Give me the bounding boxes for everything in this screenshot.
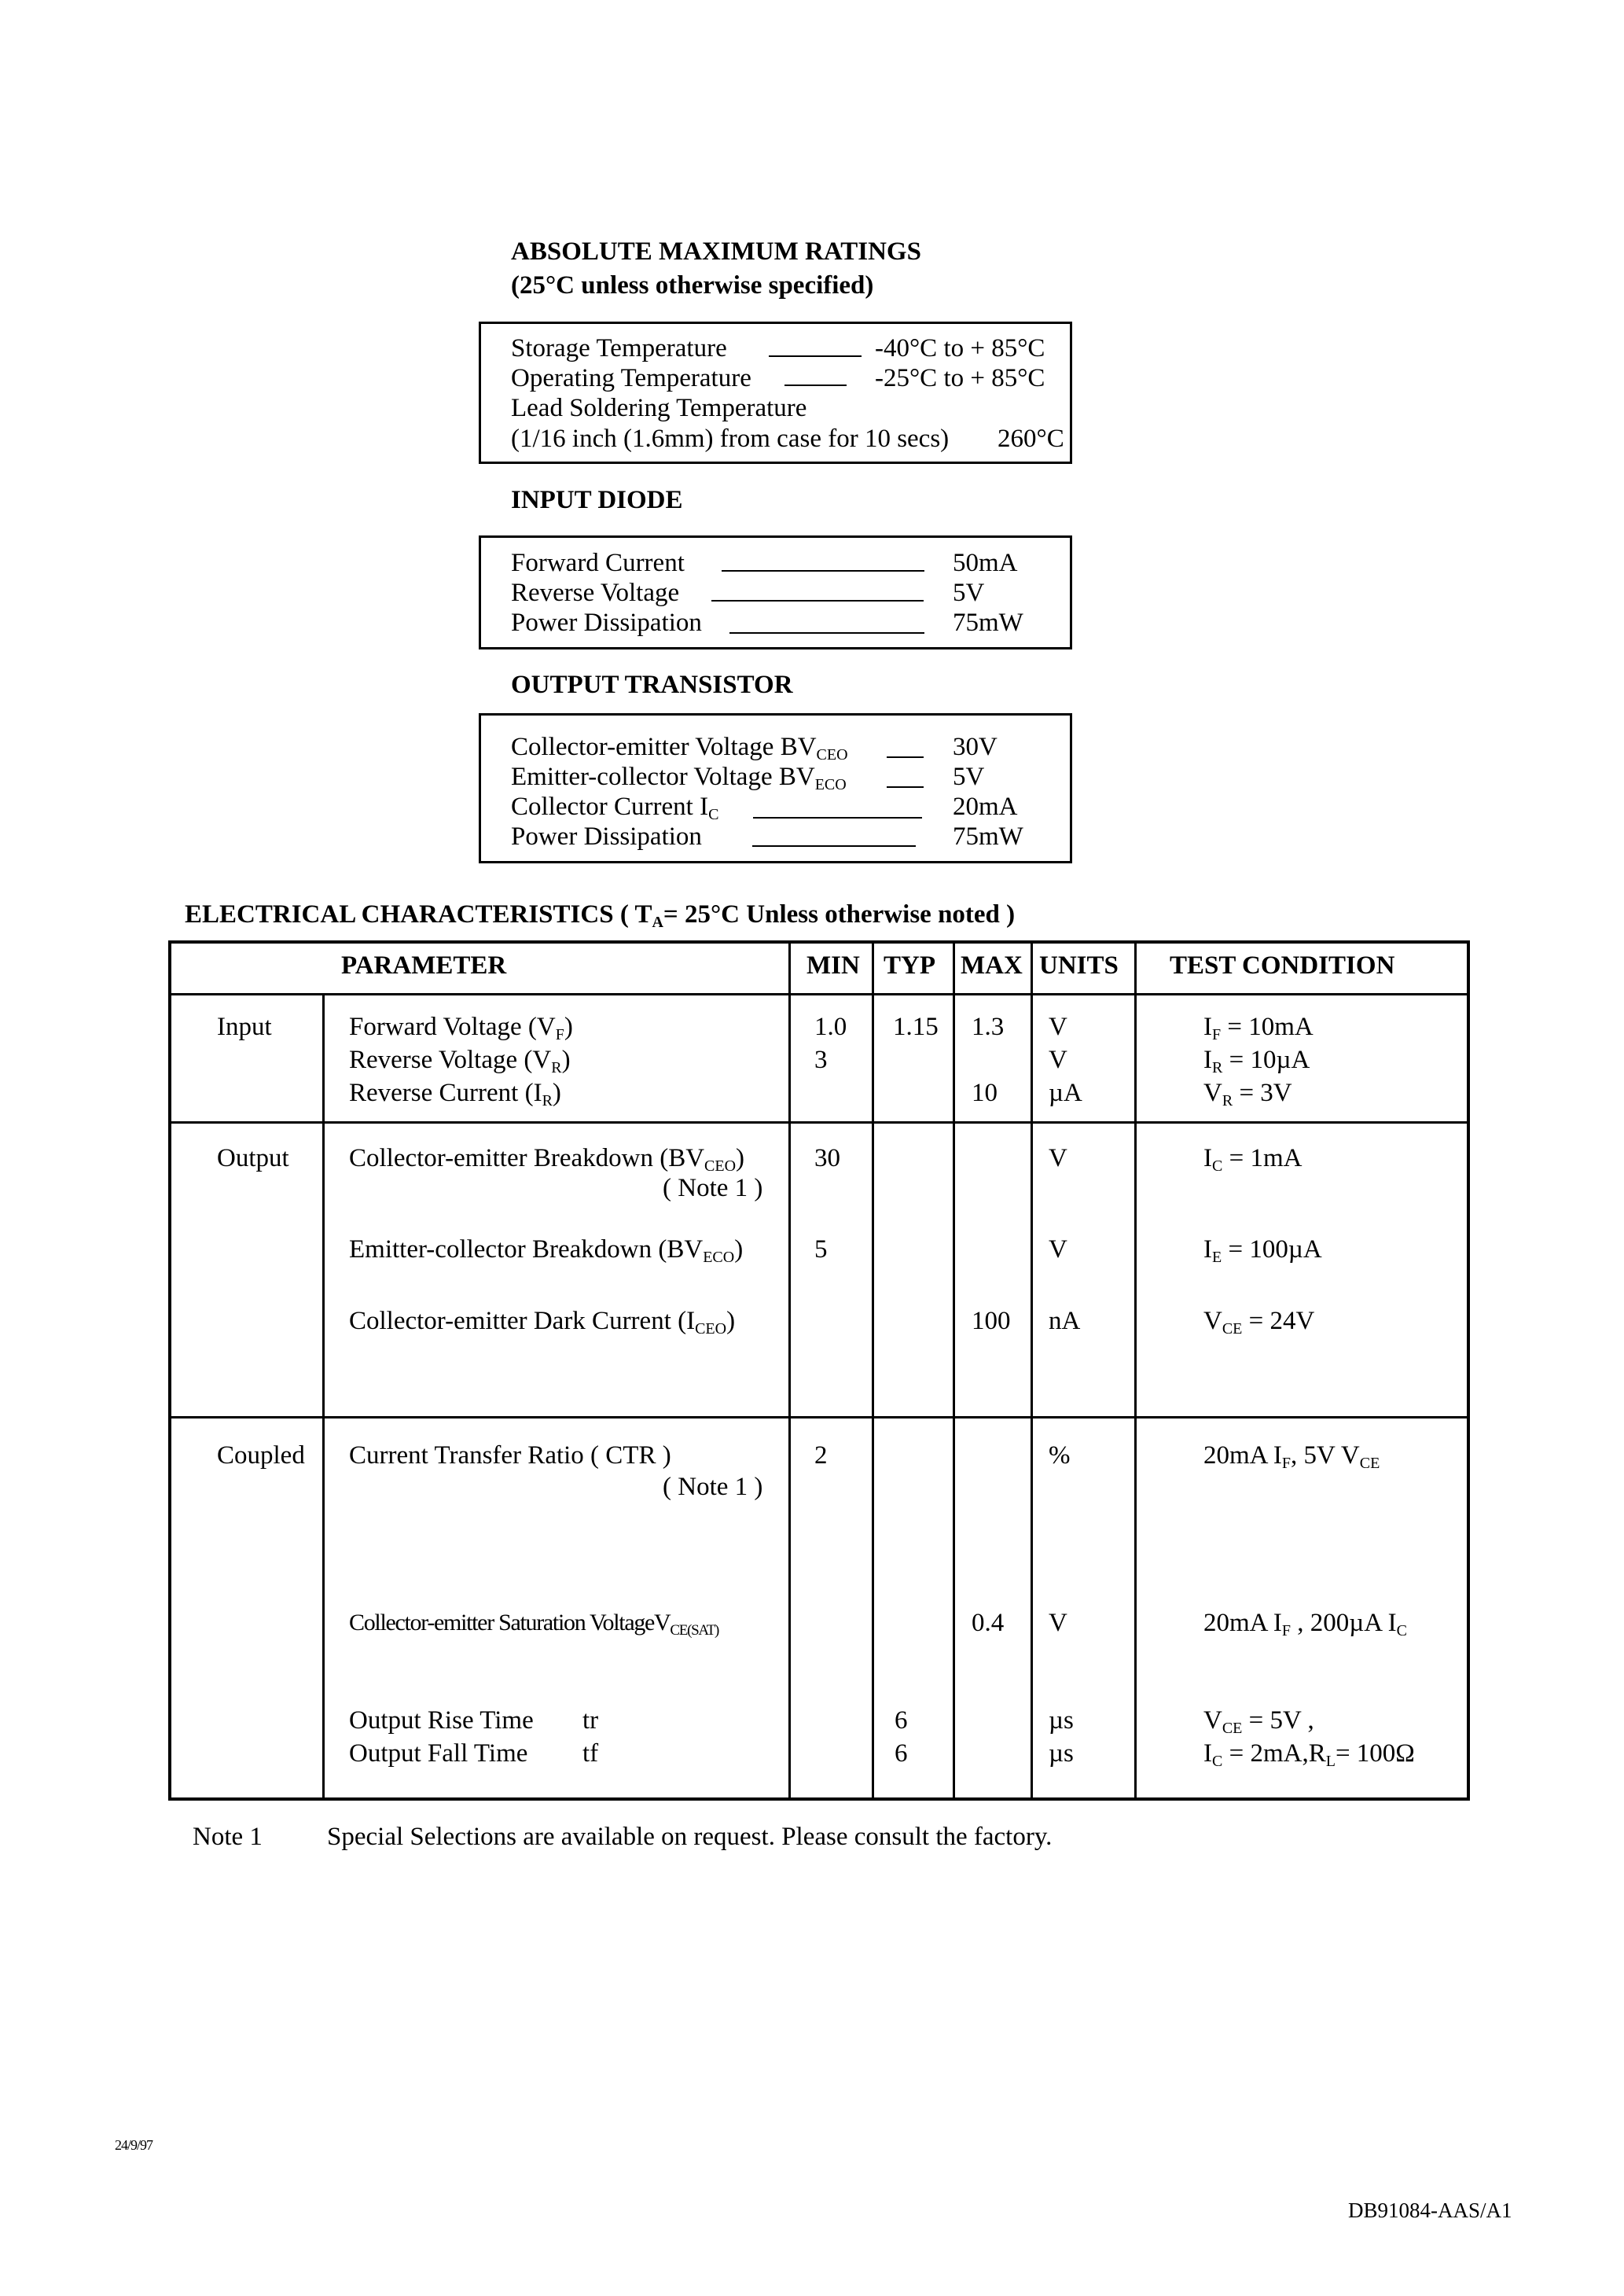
condition-subscript: R <box>1212 1059 1223 1076</box>
value-min: 2 <box>814 1441 828 1470</box>
output-transistor-value: 30V <box>953 733 998 761</box>
condition-subscript: R <box>1222 1092 1233 1109</box>
value-unit: V <box>1049 1013 1067 1041</box>
title-subscript: A <box>652 914 663 931</box>
leader-line <box>769 355 862 357</box>
value-test-condition <box>1203 1441 1380 1470</box>
param-subscript: CE(SAT) <box>670 1622 719 1639</box>
label-subscript: ECO <box>814 776 847 793</box>
value-test-condition <box>1203 1143 1302 1173</box>
note-label: Note 1 <box>193 1823 263 1851</box>
output-transistor-title: OUTPUT TRANSISTOR <box>511 671 793 699</box>
value-unit: V <box>1049 1235 1067 1264</box>
output-transistor-value: 75mW <box>953 822 1023 851</box>
param-reverse-current <box>349 1078 561 1108</box>
value-test-condition <box>1203 1045 1310 1075</box>
header-typ: TYP <box>884 951 935 980</box>
param-subscript: CEO <box>704 1157 737 1175</box>
condition-subscript: F <box>1212 1026 1222 1043</box>
param-text: ) <box>736 1144 745 1172</box>
param-bvceo <box>349 1143 744 1173</box>
value-test-condition <box>1203 1078 1292 1108</box>
param-vcesat <box>349 1608 718 1638</box>
param-text: Forward Voltage (V <box>349 1013 556 1041</box>
value-unit: µA <box>1049 1079 1082 1107</box>
value-test-condition <box>1203 1739 1415 1768</box>
value-typ: 6 <box>895 1706 908 1735</box>
amr-row-value: -40°C to + 85°C <box>875 334 1045 362</box>
value-test-condition <box>1203 1608 1407 1638</box>
value-min: 5 <box>814 1235 828 1264</box>
param-subscript: R <box>551 1059 562 1076</box>
amr-row-label: Lead Soldering Temperature <box>511 394 807 422</box>
leader-line <box>887 786 924 788</box>
param-symbol: tf <box>582 1739 599 1768</box>
condition-text: , 200µA I <box>1291 1609 1397 1637</box>
header-min: MIN <box>806 951 860 980</box>
condition-text: I <box>1203 1739 1212 1768</box>
param-rise-time: Output Rise Time <box>349 1706 534 1735</box>
param-text: ) <box>561 1046 571 1074</box>
leader-line <box>729 632 924 634</box>
leader-line <box>887 756 924 758</box>
condition-subscript: C <box>1396 1622 1407 1639</box>
param-text: Collector-emitter Saturation VoltageV <box>349 1610 671 1636</box>
condition-text: I <box>1203 1144 1212 1172</box>
table-column-rule <box>322 995 325 1801</box>
value-max: 0.4 <box>972 1609 1005 1637</box>
param-iceo <box>349 1306 735 1336</box>
input-diode-value: 50mA <box>953 549 1018 577</box>
table-rule <box>168 993 1470 995</box>
value-typ: 6 <box>895 1739 908 1768</box>
label-subscript: C <box>708 806 719 823</box>
label-text: Collector Current I <box>511 793 709 821</box>
param-text: ) <box>552 1079 561 1107</box>
amr-title: ABSOLUTE MAXIMUM RATINGS <box>511 237 921 266</box>
condition-text: , 5V V <box>1291 1441 1360 1470</box>
amr-row-label: (1/16 inch (1.6mm) from case for 10 secs) <box>511 425 950 453</box>
note-text: Special Selections are available on request. Please consult the factory. <box>327 1823 1053 1851</box>
value-unit: V <box>1049 1144 1067 1172</box>
header-units: UNITS <box>1039 951 1119 980</box>
param-text: Reverse Current (I <box>349 1079 542 1107</box>
leader-line <box>752 845 916 847</box>
condition-subscript: C <box>1212 1157 1223 1175</box>
condition-text: = 2mA,R <box>1222 1739 1326 1768</box>
output-transistor-value: 20mA <box>953 793 1018 821</box>
value-unit: µs <box>1049 1706 1074 1735</box>
leader-line <box>711 600 924 602</box>
title-part: = 25°C Unless otherwise noted ) <box>663 900 1016 929</box>
condition-text: = 5V , <box>1242 1706 1314 1735</box>
value-unit: % <box>1049 1441 1071 1470</box>
value-test-condition <box>1203 1705 1314 1735</box>
param-subscript: CEO <box>695 1320 727 1337</box>
header-test-condition: TEST CONDITION <box>1170 951 1395 980</box>
condition-text: I <box>1203 1013 1212 1041</box>
param-text: Collector-emitter Breakdown (BV <box>349 1144 705 1172</box>
output-transistor-label: Power Dissipation <box>511 822 702 851</box>
condition-text: V <box>1203 1706 1222 1735</box>
condition-text: V <box>1203 1079 1222 1107</box>
condition-subscript: L <box>1325 1753 1336 1770</box>
condition-text: = 100Ω <box>1335 1739 1415 1768</box>
table-column-rule <box>1134 940 1137 1801</box>
condition-subscript: C <box>1212 1753 1223 1770</box>
input-diode-value: 5V <box>953 579 985 607</box>
condition-text: V <box>1203 1307 1222 1335</box>
note-ref: ( Note 1 ) <box>663 1174 763 1202</box>
value-unit: V <box>1049 1046 1067 1074</box>
condition-subscript: CE <box>1222 1720 1243 1737</box>
condition-text: 20mA I <box>1203 1609 1282 1637</box>
param-text: ) <box>564 1013 573 1041</box>
param-subscript: ECO <box>703 1249 735 1266</box>
param-subscript: F <box>555 1026 564 1043</box>
param-text: Collector-emitter Dark Current (I <box>349 1307 696 1335</box>
value-max: 100 <box>972 1307 1011 1335</box>
condition-subscript: F <box>1281 1455 1291 1472</box>
input-diode-title: INPUT DIODE <box>511 486 683 514</box>
label-subscript: CEO <box>816 746 848 763</box>
value-max: 1.3 <box>972 1013 1005 1041</box>
condition-text: = 100µA <box>1222 1235 1322 1264</box>
table-rule <box>168 1416 1470 1418</box>
condition-text: = 10mA <box>1221 1013 1314 1041</box>
label-text: Collector-emitter Voltage BV <box>511 733 817 761</box>
param-text: ) <box>734 1235 744 1264</box>
amr-row-value: 260°C <box>998 425 1064 453</box>
condition-subscript: CE <box>1222 1320 1243 1337</box>
elec-title <box>185 900 1015 929</box>
input-diode-label: Power Dissipation <box>511 609 702 637</box>
header-max: MAX <box>961 951 1023 980</box>
condition-subscript: E <box>1212 1249 1222 1266</box>
leader-line <box>753 817 922 819</box>
output-transistor-label <box>511 732 848 762</box>
title-part: ELECTRICAL CHARACTERISTICS ( T <box>185 900 652 929</box>
output-transistor-value: 5V <box>953 763 985 791</box>
value-unit: µs <box>1049 1739 1074 1768</box>
condition-text: = 1mA <box>1222 1144 1303 1172</box>
value-test-condition <box>1203 1234 1322 1264</box>
value-min: 3 <box>814 1046 828 1074</box>
param-symbol: tr <box>582 1706 599 1735</box>
footer-document-number: DB91084-AAS/A1 <box>1348 2198 1512 2222</box>
param-reverse-voltage <box>349 1045 571 1075</box>
value-typ: 1.15 <box>893 1013 939 1041</box>
amr-subtitle: (25°C unless otherwise specified) <box>511 271 874 300</box>
condition-text: = 3V <box>1233 1079 1292 1107</box>
param-subscript: R <box>542 1092 553 1109</box>
group-output: Output <box>217 1144 289 1172</box>
condition-text: I <box>1203 1235 1212 1264</box>
condition-text: = 24V <box>1242 1307 1315 1335</box>
leader-line <box>784 385 847 386</box>
group-coupled: Coupled <box>217 1441 305 1470</box>
header-parameter: PARAMETER <box>341 951 507 980</box>
condition-subscript: F <box>1281 1622 1291 1639</box>
amr-row-label: Operating Temperature <box>511 364 751 392</box>
input-diode-value: 75mW <box>953 609 1023 637</box>
value-min: 30 <box>814 1144 840 1172</box>
value-max: 10 <box>972 1079 998 1107</box>
param-ctr: Current Transfer Ratio ( CTR ) <box>349 1441 671 1470</box>
footer-date: 24/9/97 <box>115 2137 153 2153</box>
value-unit: nA <box>1049 1307 1081 1335</box>
param-text: ) <box>726 1307 736 1335</box>
param-forward-voltage <box>349 1012 573 1042</box>
leader-line <box>722 570 924 572</box>
table-column-rule <box>872 940 874 1801</box>
input-diode-label: Forward Current <box>511 549 685 577</box>
condition-text: 20mA I <box>1203 1441 1282 1470</box>
table-column-rule <box>1031 940 1033 1801</box>
value-test-condition <box>1203 1306 1314 1336</box>
input-diode-label: Reverse Voltage <box>511 579 680 607</box>
param-fall-time: Output Fall Time <box>349 1739 528 1768</box>
note-ref: ( Note 1 ) <box>663 1473 763 1501</box>
table-column-rule <box>953 940 955 1801</box>
value-test-condition <box>1203 1012 1314 1042</box>
group-input: Input <box>217 1013 272 1041</box>
condition-text: = 10µA <box>1222 1046 1310 1074</box>
condition-text: I <box>1203 1046 1212 1074</box>
amr-row-value: -25°C to + 85°C <box>875 364 1045 392</box>
output-transistor-label <box>511 762 847 792</box>
amr-row-label: Storage Temperature <box>511 334 727 362</box>
value-min: 1.0 <box>814 1013 847 1041</box>
table-rule <box>168 1121 1470 1124</box>
condition-subscript: CE <box>1359 1455 1380 1472</box>
table-column-rule <box>788 940 791 1801</box>
output-transistor-label <box>511 792 718 822</box>
param-text: Emitter-collector Breakdown (BV <box>349 1235 704 1264</box>
param-text: Reverse Voltage (V <box>349 1046 552 1074</box>
label-text: Emitter-collector Voltage BV <box>511 763 815 791</box>
value-unit: V <box>1049 1609 1067 1637</box>
param-bveco <box>349 1234 743 1264</box>
